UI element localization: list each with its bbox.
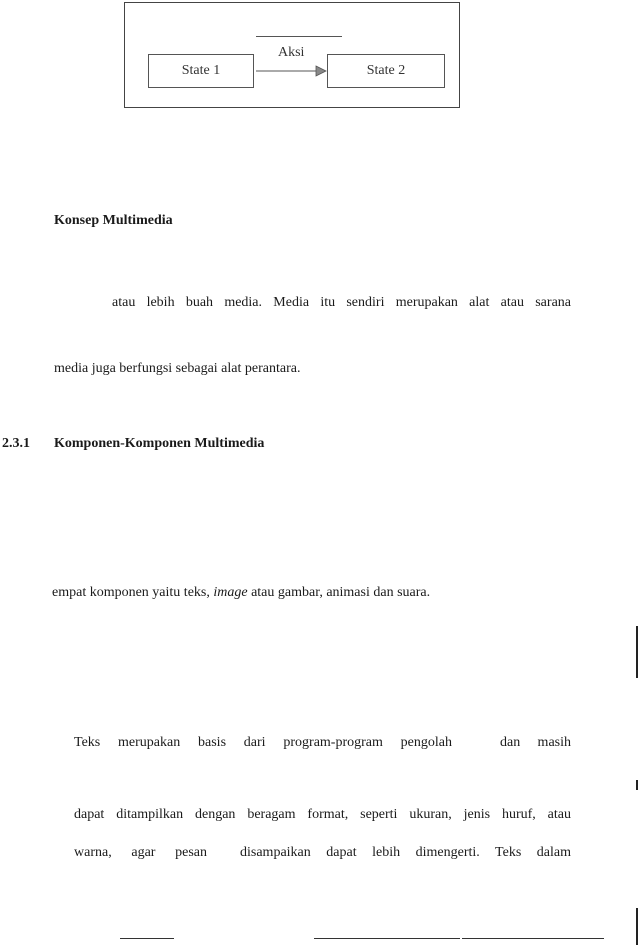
teks-line-3a: warna, agar pesan — [74, 845, 207, 860]
state-2-box — [327, 54, 445, 88]
teks-line-2: dapat ditampilkan dengan beragam format, seperti ukuran, jenis huruf, atau — [74, 807, 571, 822]
teks-line-3b: disampaikan dapat lebih dimengerti. Teks dalam — [240, 845, 571, 860]
komponen-text-1: empat komponen yaitu teks, — [52, 585, 214, 600]
teks-line-1b: dan masih — [500, 735, 571, 750]
state-1-box — [148, 54, 254, 88]
komponen-line — [52, 584, 430, 602]
action-label: Aksi — [278, 45, 305, 60]
action-label-overline — [256, 36, 342, 37]
komponen-text-2: atau gambar, animasi dan suara. — [247, 585, 431, 600]
state-2-label: State 2 — [366, 63, 406, 78]
margin-mark-1 — [636, 626, 638, 678]
margin-mark-2 — [636, 780, 638, 790]
subsection-number: 2.3.1 — [2, 436, 30, 451]
subsection-title: Komponen-Komponen Multimedia — [54, 436, 265, 451]
margin-mark-3 — [636, 908, 638, 945]
konsep-line-2: media juga berfungsi sebagai alat perantara. — [54, 361, 301, 376]
komponen-image-word: image — [213, 585, 248, 600]
konsep-heading: Konsep Multimedia — [54, 213, 173, 228]
bottom-rule-1 — [120, 938, 174, 939]
konsep-line-1: atau lebih buah media. Media itu sendiri merupakan alat atau sarana — [112, 295, 571, 310]
bottom-rule-3 — [462, 938, 604, 939]
teks-line-1a: Teks merupakan basis dari program-program pengolah — [74, 735, 452, 750]
bottom-rule-2 — [314, 938, 460, 939]
state-1-label: State 1 — [181, 63, 221, 78]
transition-arrow — [254, 64, 328, 78]
